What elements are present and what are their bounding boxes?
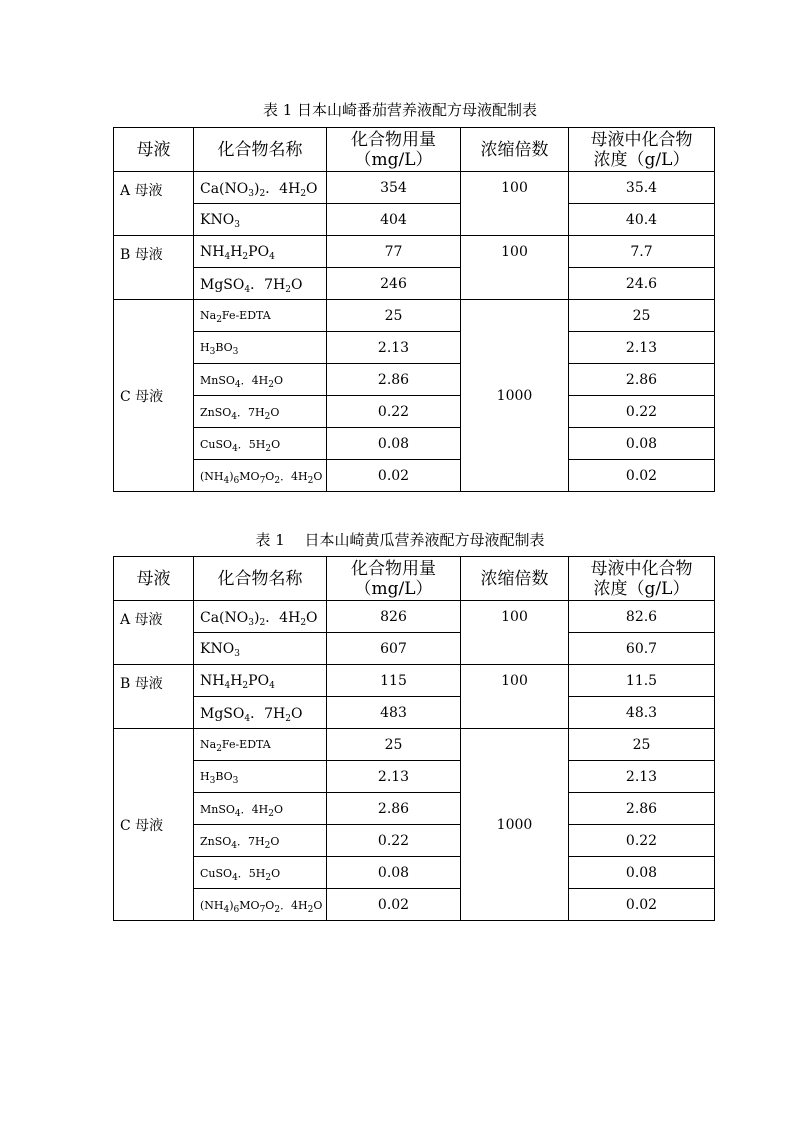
amount-cell: 2.86 [327, 364, 461, 396]
header-factor: 浓缩倍数 [461, 557, 569, 601]
amount-cell: 115 [327, 665, 461, 697]
table-row [114, 633, 715, 665]
header-amount-line2: （mg/L） [354, 149, 433, 170]
group-a-factor: 100 [461, 601, 569, 665]
header-conc-line2: 浓度（g/L） [593, 149, 690, 170]
group-a-label: A 母液 [114, 601, 194, 665]
group-c-label: C 母液 [114, 729, 194, 921]
amount-cell: 2.86 [327, 793, 461, 825]
header-conc-line1: 母液中化合物 [590, 129, 693, 150]
table-row [114, 460, 715, 492]
conc-cell: 0.22 [569, 825, 715, 857]
conc-cell: 82.6 [569, 601, 715, 633]
amount-cell: 0.22 [327, 825, 461, 857]
conc-cell: 0.02 [569, 889, 715, 921]
amount-cell: 246 [327, 268, 461, 300]
header-mother: 母液 [114, 557, 194, 601]
table-header-row [114, 128, 715, 172]
group-b-label: B 母液 [114, 236, 194, 300]
conc-cell: 0.22 [569, 396, 715, 428]
compound-mgso4: MgSO$_4$．$7H_2O$ [194, 697, 327, 729]
table-row [114, 236, 715, 268]
conc-cell: 40.4 [569, 204, 715, 236]
header-amount-line1: 化合物用量 [351, 129, 436, 150]
header-mother: 母液 [114, 128, 194, 172]
amount-cell: 354 [327, 172, 461, 204]
table2-caption: 表 1 日本山崎黄瓜营养液配方母液配制表 [255, 531, 545, 549]
conc-cell: 2.86 [569, 793, 715, 825]
group-c-factor: 1000 [461, 729, 569, 921]
table-row [114, 697, 715, 729]
compound-ca-nitrate: $Ca(NO_3)_2$．$4H_2O$ [194, 601, 327, 633]
conc-cell: 60.7 [569, 633, 715, 665]
table-row [114, 204, 715, 236]
conc-cell: 48.3 [569, 697, 715, 729]
compound-ca-nitrate: $Ca(NO_3)_2$．$4H_2O$ [194, 172, 327, 204]
conc-cell: 2.86 [569, 364, 715, 396]
amount-cell: 826 [327, 601, 461, 633]
table-row [114, 665, 715, 697]
conc-cell: 7.7 [569, 236, 715, 268]
table-row [114, 601, 715, 633]
group-b-factor: 100 [461, 236, 569, 300]
conc-cell: 35.4 [569, 172, 715, 204]
header-concentration [569, 128, 715, 172]
amount-cell: 0.02 [327, 889, 461, 921]
compound-ammonium-molybdate: $(NH_4)_6MO_7O_2$．$4H_2O$ [194, 460, 327, 492]
table-row [114, 332, 715, 364]
conc-cell: 0.08 [569, 428, 715, 460]
compound-cuso4: CuSO$_4$．$5H_2O$ [194, 857, 327, 889]
group-c-label: C 母液 [114, 300, 194, 492]
header-amount [327, 128, 461, 172]
header-conc-line1: 母液中化合物 [590, 558, 693, 579]
amount-cell: 0.08 [327, 857, 461, 889]
conc-cell: 25 [569, 729, 715, 761]
amount-cell: 2.13 [327, 761, 461, 793]
compound-nh4h2po4: $NH_4H_2PO_4$ [194, 665, 327, 697]
compound-cuso4: CuSO$_4$．$5H_2O$ [194, 428, 327, 460]
conc-cell: 2.13 [569, 332, 715, 364]
amount-cell: 0.02 [327, 460, 461, 492]
amount-cell: 25 [327, 729, 461, 761]
compound-kno3: $KNO_3$ [194, 633, 327, 665]
table-row [114, 729, 715, 761]
compound-znso4: ZnSO$_4$．$7H_2O$ [194, 825, 327, 857]
table-row [114, 857, 715, 889]
header-amount-line1: 化合物用量 [351, 558, 436, 579]
tomato-formula-table [113, 127, 715, 492]
amount-cell: 404 [327, 204, 461, 236]
conc-cell: 24.6 [569, 268, 715, 300]
table1-caption: 表 1 日本山崎番茄营养液配方母液配制表 [262, 101, 538, 119]
header-amount [327, 557, 461, 601]
compound-mnso4: MnSO$_4$．$4H_2O$ [194, 793, 327, 825]
group-b-label: B 母液 [114, 665, 194, 729]
group-a-factor: 100 [461, 172, 569, 236]
cucumber-formula-table [113, 556, 715, 921]
compound-h3bo3: $H_3BO_3$ [194, 332, 327, 364]
amount-cell: 607 [327, 633, 461, 665]
group-a-label: A 母液 [114, 172, 194, 236]
table-row [114, 428, 715, 460]
amount-cell: 25 [327, 300, 461, 332]
header-conc-line2: 浓度（g/L） [593, 578, 690, 599]
compound-mgso4: MgSO$_4$．$7H_2O$ [194, 268, 327, 300]
compound-ammonium-molybdate: $(NH_4)_6MO_7O_2$．$4H_2O$ [194, 889, 327, 921]
amount-cell: 2.13 [327, 332, 461, 364]
header-amount-line2: （mg/L） [354, 578, 433, 599]
compound-na2fe-edta: $Na_2Fe$-EDTA [194, 300, 327, 332]
table-row [114, 300, 715, 332]
amount-cell: 0.08 [327, 428, 461, 460]
amount-cell: 77 [327, 236, 461, 268]
compound-kno3: $KNO_3$ [194, 204, 327, 236]
table-row [114, 825, 715, 857]
table-row [114, 364, 715, 396]
table-row [114, 396, 715, 428]
group-c-factor: 1000 [461, 300, 569, 492]
header-concentration [569, 557, 715, 601]
compound-na2fe-edta: $Na_2Fe$-EDTA [194, 729, 327, 761]
group-b-factor: 100 [461, 665, 569, 729]
table-row [114, 761, 715, 793]
conc-cell: 11.5 [569, 665, 715, 697]
table-header-row [114, 557, 715, 601]
conc-cell: 0.08 [569, 857, 715, 889]
compound-mnso4: MnSO$_4$．$4H_2O$ [194, 364, 327, 396]
conc-cell: 2.13 [569, 761, 715, 793]
compound-h3bo3: $H_3BO_3$ [194, 761, 327, 793]
header-compound-name: 化合物名称 [194, 557, 327, 601]
header-compound-name: 化合物名称 [194, 128, 327, 172]
header-factor: 浓缩倍数 [461, 128, 569, 172]
compound-nh4h2po4: $NH_4H_2PO_4$ [194, 236, 327, 268]
table-row [114, 889, 715, 921]
compound-znso4: ZnSO$_4$．$7H_2O$ [194, 396, 327, 428]
amount-cell: 0.22 [327, 396, 461, 428]
amount-cell: 483 [327, 697, 461, 729]
table-row [114, 793, 715, 825]
table-row [114, 268, 715, 300]
conc-cell: 25 [569, 300, 715, 332]
conc-cell: 0.02 [569, 460, 715, 492]
table-row [114, 172, 715, 204]
